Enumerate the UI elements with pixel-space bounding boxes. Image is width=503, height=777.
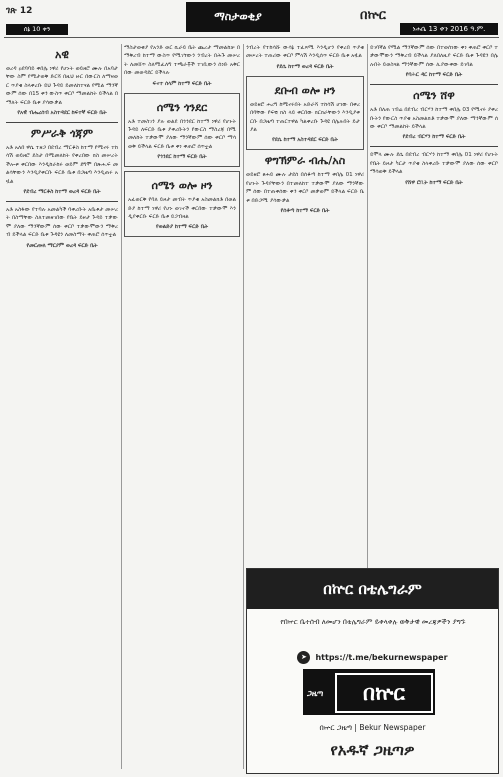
notice-heading: ሰሜን ሸዋ [413,89,455,103]
notice [6,48,118,117]
notice-heading: ዋግኽምራ ብሔ/አስ [264,154,346,168]
page-header [0,0,503,40]
divider [6,122,118,123]
column-divider [243,44,244,769]
column-2 [124,44,240,769]
notice [370,151,498,186]
column-1 [6,44,118,769]
notice-body: ማስታወቂያ የአንድ ወር ኪራይ ቤት ጨረታ ማመልከቻ በማቅረብ ከተማ ውስጥ የሚገኘውን ንብረት በሕጉ መሠረት ለመሸጥ ስለሚፈለግ ተጫራቾች ተገቢውን ሰነድ አቅርበው መወዳደር ይችላሉ [124,45,240,77]
notice-signature: የሸዋ ሮቢት ከተማ ፍርድ ቤት [405,179,463,186]
header-rule [4,37,499,38]
notice [370,44,498,79]
divider [6,201,118,202]
notice-signature: የመርጡለ ማርያም ወረዳ ፍርድ ቤት [26,242,98,249]
notice-heading: ደቡብ ወሎ ዞን [274,83,336,97]
section-title: ማስታወቂያ [186,2,290,32]
notice-signature: የደብረ ማርቆስ ከተማ ወረዳ ፍርድ ቤት [23,189,101,196]
column-4 [370,44,498,563]
telegram-icon: ➤ [297,651,310,664]
notice-signature: የደሴ ከተማ አስተዳደር ፍርድ ቤት [272,137,338,144]
telegram-link[interactable] [259,649,486,665]
column-3 [246,44,364,563]
notice-body: አቶ በለጠ ገብሬ በደብረ ብርሃን ከተማ ቀበሌ 03 የሚኖሩ ያቀረቡትን የውርስ ጥያቄ አስመልክቶ ተቃውሞ ያለው ማንኛውም ሰው ቀርቦ ማመልከት ይችላል [370,107,498,131]
issue-date: ነሐሴ 13 ቀን 2016 ዓ.ም. [400,23,498,35]
notice-body: ወይዘሮ ሐረግ ከሚኖሩበት አድራሻ ተከሳሽ ሆነው በቀረበባቸው የፍቺ ክስ ላይ ቀርበው ክርክራቸውን እንዲያቀርቡ በጋዜጣ ተጠርተዋል ካልቀረቡ ጉዳዩ በሌሉበት ይታያል [250,101,360,134]
column-divider [121,44,122,769]
notice-signature: የጎንደር ከተማ ፍርድ ቤት [157,154,207,161]
notice-body: ይሞላ ሙሉ ደሴ በደብረ ብርሃን ከተማ ቀበሌ 01 ነዋሪ የሆኑት የቤት ይዞታ ካርታ ጥያቄ ስላቀረቡ ተቃውሞ ያለው ሰው ቀርቦ ማሳወቅ ይችላል [370,152,498,176]
notice-signature: የደሴ ከተማ ወረዳ ፍርድ ቤት [276,63,334,70]
notice-body: ይገባኛል የሚል ማንኛውም ሰው በተወሰነው ቀነ ቀጠሮ ቀርቦ ተቃውሞውን ማቅረብ ይችላል ያለበለዚያ ፍርድ ቤቱ ጉዳዩን በሌሉበት ይወስናል ማንኛውም ሰው ሊያውቀው ይገባል [370,45,498,68]
notice-signature: የወልድያ ከተማ ፍርድ ቤት [155,224,209,231]
notice-signature: የሰቆጣ ከተማ ፍርድ ቤት [280,208,330,215]
notice [6,206,118,250]
notice-heading: ምሥራቅ ጎጃም [30,127,94,141]
notice-frame [124,93,240,168]
ad-title: በኵር በቴሌግራም [247,569,498,609]
notice-heading: ሰሜን ጎንደር [156,100,208,114]
bekur-logo [303,669,435,715]
notice-signature: የባሕር ዳር ከተማ ፍርድ ቤት [405,72,463,79]
notice-body: ወይዘሮ ፀሐይ ሙሉ ታደሰ በሰቆጣ ከተማ ቀበሌ 01 ነዋሪ የሆኑት ጉዳያቸውን በተመለከተ ተቃውሞ ያለው ማንኛውም ሰው በተጠቀሰው ቀን ቀርቦ መቃወም ይችላል ፍርድ ቤቱ በድጋሚ ያሳውቃል [246,172,364,204]
telegram-ad [246,568,499,774]
notice [370,89,498,141]
notice-body: አቶ ተመስገን ያሉ ወልደ በጎንደር ከተማ ነዋሪ የሆኑት ጉዳይ ለፍርድ ቤቱ ያቀረቡትን የውርስ ማስረጃ በሚመለከት ተቃውሞ ያለው ማንኛውም ሰው ቀርቦ ማሳወቅ ይችላል ፍርድ ቤቱ ቀነ ቀጠሮ ሰጥቷል [128,118,236,150]
notice-heading: አዊ [54,48,69,61]
divider [370,84,498,85]
notice-body: ንብረት የተከሳሹ ውሳኔ ተፈጻሚ እንዲሆን የቀረበ ጥያቄ መሠረት ተጠሪው ቀርቦ ምላሽ እንዲሰጥ ፍርድ ቤቱ አዟል [246,45,364,60]
notice-body: ወረዳ ዐደባባይ ቀበሌ ነዋሪ የሆኑት ወይዘሮ ሙሉ በአባታቸው ስም የሚታወቅ ድርሻ በዚህ ዙር በውርስ ለማዛወር ጥያቄ ስላቀረቡ ይህ ጉዳይ ይመለከተናል የሚል ማንኛውም ሰው በ15 ቀን ውስጥ ቀርቦ ማመልከት ይችላል በማለት ፍርድ ቤቱ ያሳውቃል [6,66,118,106]
notice [246,44,364,71]
notice-body: አፈወርቅ የባለ ይዞታ መብት ጥያቄ አስመልክቶ በወልድያ ከተማ ነዋሪ የሆኑ ወገኖች ቀርበው ተቃውሞ እንዲያቀርቡ ፍርድ ቤቱ ይጋብዛል [128,197,236,221]
ad-footer: በኵር ጋዜጣ | Bekur Newspaper [319,723,426,732]
notice-body: አቶ አስፋው የተባሉ አመልካች ባቀረቡት አቤቱታ መሠረት በስማቸው ስለተመዘገበው የቤት ይዞታ ጉዳይ ተቃውሞ ያለው ማንኛውም ሰው ቀርቦ ተቃውሞውን ማቅረብ ይችላል ፍርድ ቤቱ ጉዳዩን ለመስማት ቀጠሮ ሰጥቷል [6,207,118,239]
ad-text: የበኵር ቤተሰብ ለመሆን በቴሌግራም ይቀላቀሉ ወቅታዊ መረጃዎችን ያግኙ [280,618,466,626]
notice-heading: ሰሜን ወሎ ዞን [151,179,213,193]
issue-label: ሰኔ 10 ቀን [6,24,68,35]
telegram-url[interactable]: https://t.me/bekurnewspaper [315,652,448,662]
divider [370,146,498,147]
notice [246,154,364,215]
masthead-brand: በኵር [360,8,386,23]
logo-small-text: ጋዜጣ [307,689,324,698]
notice [6,127,118,196]
notice-frame [124,171,240,237]
notice-signature: የአዊ ብሔረሰብ አስተዳደር ከፍተኛ ፍርድ ቤት [17,110,107,117]
ad-slogan: የአዱኛ ጋዜጣዎ [330,741,415,759]
logo-text: በኵር [335,673,433,713]
notice-body: አቶ አለበ ዋሴ ተዘጋ በደብረ ማርቆስ ከተማ የሚኖሩ ተከሳሽ ወይዘሮ ደስታ በሚመለከት የቀረበው ክስ መሠረት ችሎቱ ቀርበው እንዲከራከሩ ወይም ደግሞ በጽሑፍ መልሳቸውን እንዲያቀርቡ ፍርድ ቤቱ በጋዜጣ እንዲጠሩ አዟል [6,145,118,185]
notice-signature: ፍኖተ ሰላም ከተማ ፍርድ ቤት [152,80,212,87]
page-number: ገጽ 12 [6,6,33,16]
notice-frame [246,76,364,151]
notice [124,44,240,88]
notice-signature: የደብረ ብርሃን ከተማ ፍርድ ቤት [402,134,466,141]
